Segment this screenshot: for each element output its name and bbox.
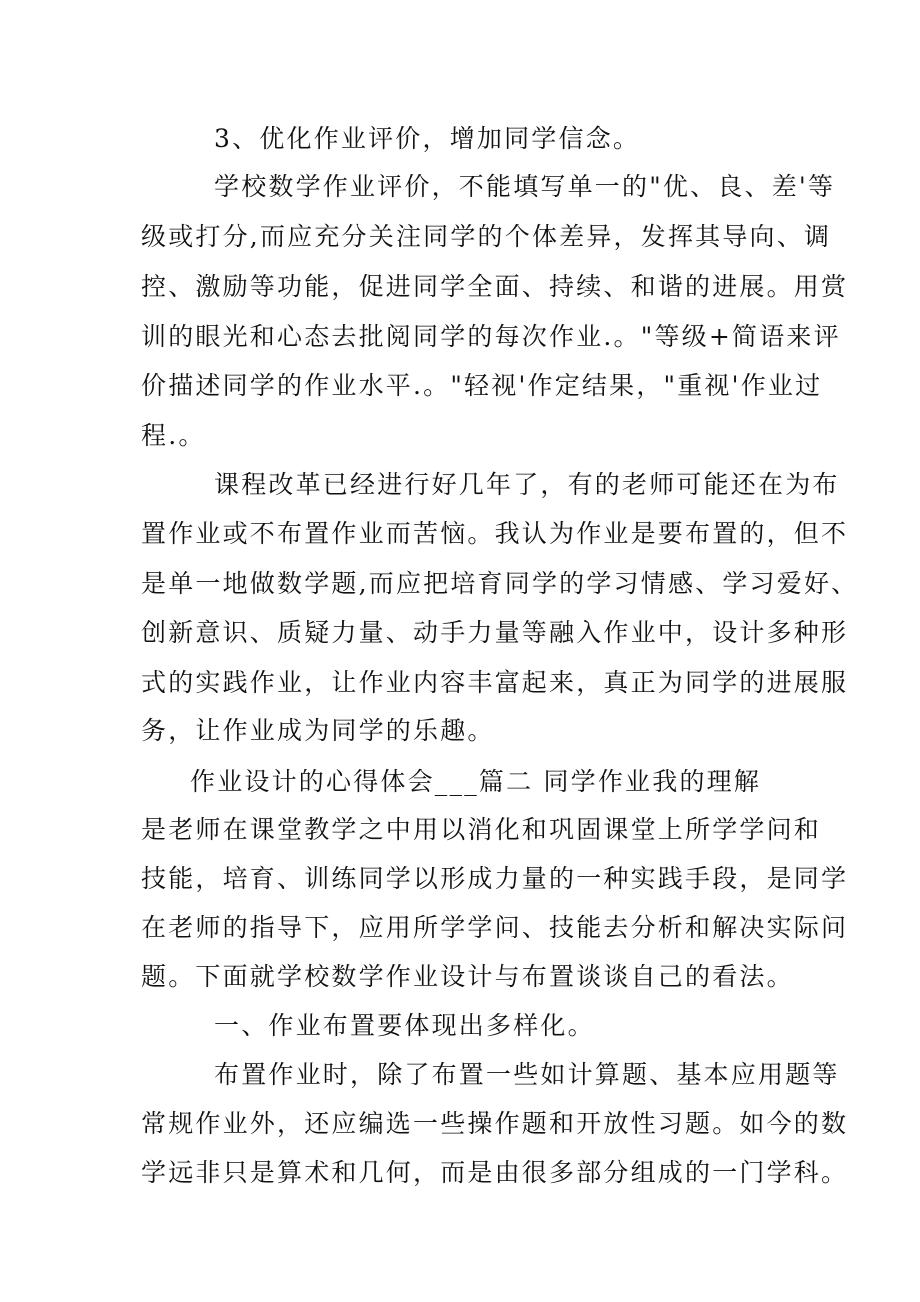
paragraph-line: 学远非只是算术和几何，而是由很多部分组成的一门学科。 [141,1158,849,1187]
paragraph-line: 式的实践作业，让作业内容丰富起来，真正为同学的进展服 [141,668,849,697]
paragraph-line: 技能，培育、训练同学以形成力量的一种实践手段，是同学 [141,864,849,893]
paragraph-line: 务，让作业成为同学的乐趣。 [141,716,495,745]
paragraph-line: 程.。 [141,421,206,450]
paragraph-line: 级或打分,而应充分关注同学的个体差异，发挥其导向、调 [141,222,832,251]
paragraph-line: 常规作业外，还应编选一些操作题和开放性习题。如今的数 [141,1109,849,1138]
paragraph-line: 在老师的指导下，应用所学学问、技能去分析和解决实际问 [141,913,849,942]
paragraph-line: 题。下面就学校数学作业设计与布置谈谈自己的看法。 [141,962,794,991]
paragraph-line: 价描述同学的作业水平.。"轻视'作定结果，"重视'作业过 [141,371,823,400]
paragraph-line: 学校数学作业评价，不能填写单一的"优、良、差'等 [214,172,836,201]
paragraph-line: 训的眼光和心态去批阅同学的每次作业.。"等级+简语来评 [141,322,841,351]
paragraph-line: 是老师在课堂教学之中用以消化和巩固课堂上所学学问和 [141,815,822,844]
paragraph-line: 置作业或不布置作业而苦恼。我认为作业是要布置的，但不 [141,519,849,548]
heading-optimize-evaluation: 3、优化作业评价，增加同学信念。 [214,124,641,153]
paragraph-line: 是单一地做数学题,而应把培育同学的学习情感、学习爱好、 [141,569,859,598]
paragraph-line: 控、激励等功能，促进同学全面、持续、和谐的进展。用赏 [141,272,849,301]
heading-diversified-homework: 一、作业布置要体现出多样化。 [214,1011,595,1040]
paragraph-line: 课程改革已经进行好几年了，有的老师可能还在为布 [214,470,840,499]
paragraph-line: 布置作业时，除了布置一些如计算题、基本应用题等 [214,1060,840,1089]
paragraph-line: 创新意识、质疑力量、动手力量等融入作业中，设计多种形 [141,618,849,647]
section-title-line: 作业设计的心得体会___篇二 同学作业我的理解 [190,767,762,796]
